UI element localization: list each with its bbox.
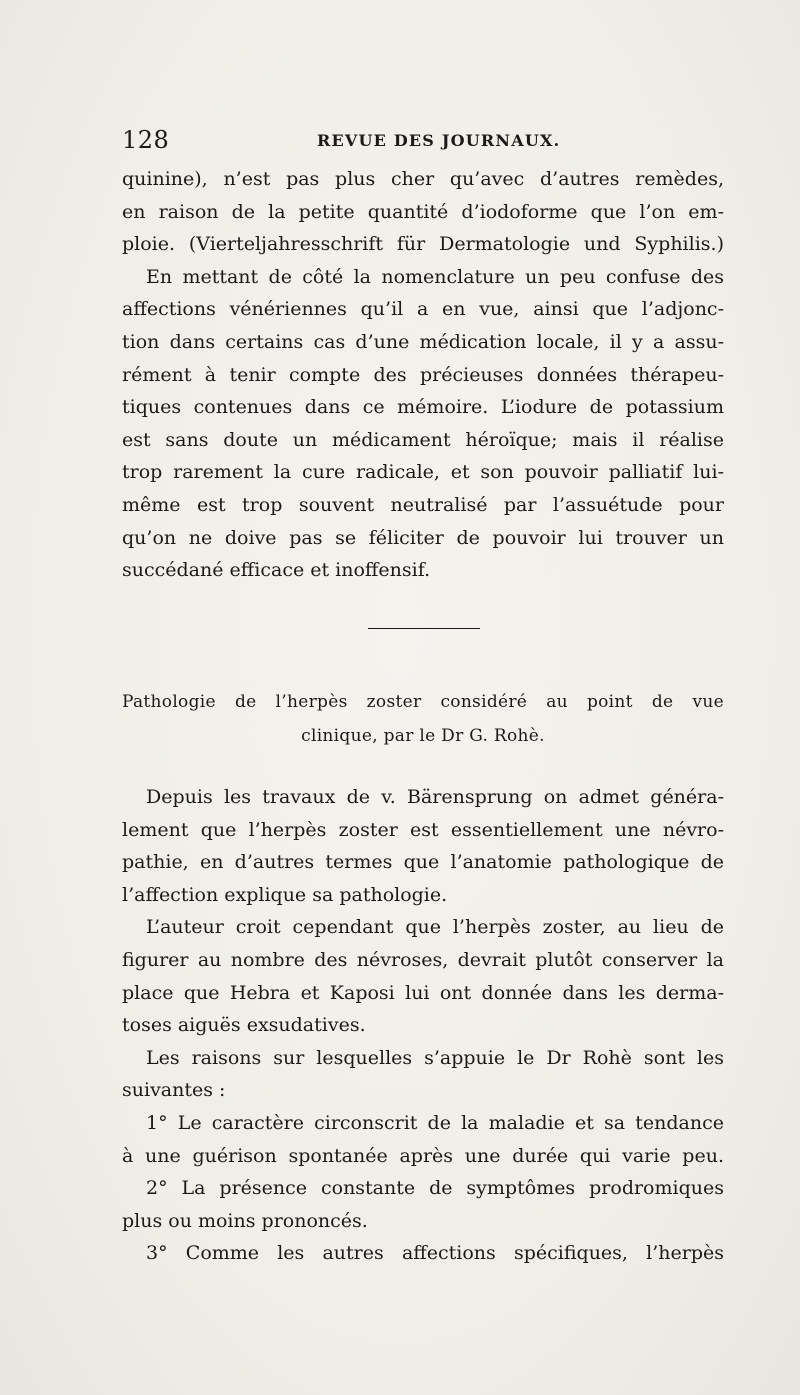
section-title-line: clinique, par le Dr G. Rohè. — [301, 726, 545, 746]
text-line: 1° Le caractère circonscrit de la maladie et sa tendance — [146, 1111, 724, 1134]
text-line: Les raisons sur lesquelles s’appuie le Dr Rohè sont les — [146, 1046, 724, 1069]
text-line: tiques contenues dans ce mémoire. L’iodure de potassium — [122, 396, 724, 419]
text-line: suivantes : — [122, 1079, 226, 1102]
text-line: figurer au nombre des névroses, devrait plutôt conserver la — [122, 948, 724, 971]
text-line: En mettant de côté la nomenclature un peu confuse des — [146, 265, 724, 288]
text-line: toses aiguës exsudatives. — [122, 1014, 366, 1037]
text-line: 2° La présence constante de symptômes prodromiques — [146, 1177, 724, 1200]
text-line: même est trop souvent neutralisé par l’assuétude pour — [122, 493, 724, 516]
text-line: est sans doute un médicament héroïque; mais il réalise — [122, 428, 724, 451]
text-line: Depuis les travaux de v. Bärensprung on admet généra- — [146, 786, 724, 808]
text-line: pathie, en d’autres termes que l’anatomie pathologique de — [122, 851, 724, 874]
text-line: quinine), n’est pas plus cher qu’avec d’autres remèdes, — [122, 168, 724, 190]
text-line: place que Hebra et Kaposi lui ont donnée dans les derma- — [122, 981, 724, 1004]
text-line: plus ou moins prononcés. — [122, 1209, 368, 1232]
text-line: qu’on ne doive pas se féliciter de pouvoir lui trouver un — [122, 526, 724, 549]
text-line: lement que l’herpès zoster est essentiellement une névro- — [122, 818, 724, 841]
text-line: ploie. (Vierteljahresschrift für Dermatologie und Syphilis.) — [122, 233, 724, 256]
text-line: en raison de la petite quantité d’iodoforme que l’on em- — [122, 200, 724, 223]
section-divider — [368, 628, 480, 629]
text-line: trop rarement la cure radicale, et son pouvoir palliatif lui- — [122, 461, 724, 484]
section-title-line: Pathologie de l’herpès zoster considéré au point de vue — [122, 692, 724, 712]
text-line: l’affection explique sa pathologie. — [122, 883, 448, 906]
running-head: REVUE DES JOURNAUX. — [317, 131, 561, 150]
text-line: succédané efficace et inoffensif. — [122, 559, 431, 582]
text-line: tion dans certains cas d’une médication locale, il y a assu- — [122, 330, 724, 353]
text-line: rément à tenir compte des précieuses données thérapeu- — [122, 363, 724, 386]
page-header — [122, 126, 720, 158]
text-line: L’auteur croit cependant que l’herpès zoster, au lieu de — [146, 916, 724, 939]
text-line: 3° Comme les autres affections spécifiques, l’herpès — [146, 1242, 724, 1265]
article-continuation — [122, 163, 724, 587]
page-number: 128 — [122, 126, 170, 154]
section-body — [122, 781, 724, 1270]
text-line: affections vénériennes qu’il a en vue, ainsi que l’adjonc- — [122, 298, 724, 321]
text-line: à une guérison spontanée après une durée qui varie peu. — [122, 1144, 724, 1167]
section-title — [122, 685, 724, 753]
